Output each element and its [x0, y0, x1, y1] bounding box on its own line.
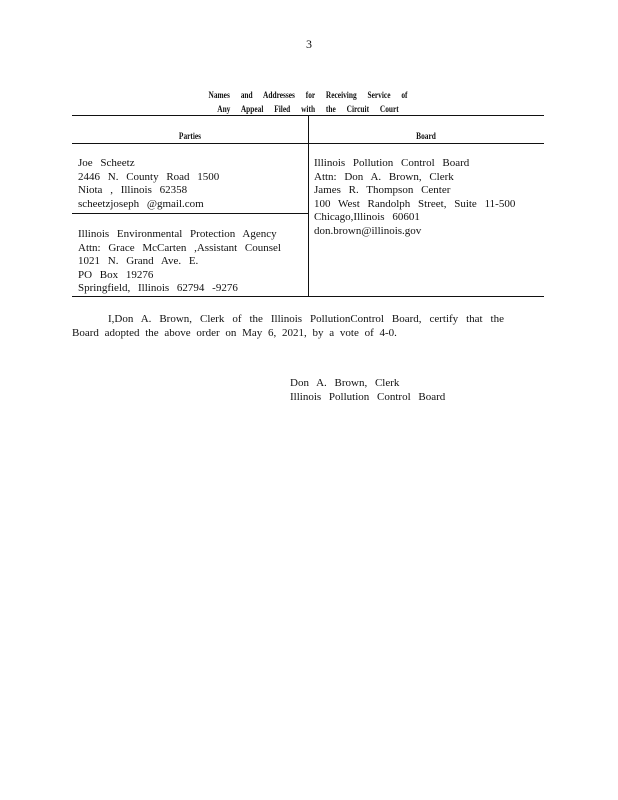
signature-name: Don A. Brown, Clerk — [290, 377, 400, 389]
heading-line-2: Any Appeal Filed with the Circuit Court — [217, 104, 399, 114]
service-heading — [114, 88, 501, 116]
party-address-scheetz — [78, 157, 219, 211]
column-header-board: Board — [416, 131, 436, 141]
party-address-iepa — [78, 228, 281, 296]
parties-row-divider — [72, 213, 308, 214]
address-line: Attn: Don A. Brown, Clerk — [314, 170, 454, 183]
address-line: Niota , Illinois 62358 — [78, 184, 188, 197]
email-address: scheetzjoseph @gmail.com — [78, 197, 204, 210]
address-line: PO Box 19276 — [78, 268, 154, 281]
address-line: Illinois Pollution Control Board — [314, 157, 470, 169]
address-line: 2446 N. County Road 1500 — [78, 170, 220, 183]
heading-line-1: Names and Addresses for Receiving Service of — [208, 90, 408, 100]
column-header-parties: Parties — [178, 131, 202, 141]
address-line: 1021 N. Grand Ave. E. — [78, 255, 199, 268]
board-address — [314, 157, 515, 239]
signature-organization: Illinois Pollution Control Board — [290, 391, 446, 403]
address-line: Illinois Environmental Protection Agency — [78, 228, 277, 240]
address-line: Springfield, Illinois 62794 -9276 — [78, 282, 238, 295]
certification-paragraph: I,Don A. Brown, Clerk of the Illinois PollutionControl Board, certify that the Board adopted the above order on May 6, 2021, by a vote of 4-0. — [72, 313, 504, 339]
page-number: 3 — [306, 37, 312, 51]
table-bottom-rule — [72, 296, 544, 297]
address-line: Chicago,Illinois 60601 — [314, 211, 420, 224]
address-line: Joe Scheetz — [78, 157, 135, 169]
address-line: 100 West Randolph Street, Suite 11-500 — [314, 197, 516, 210]
address-line: Attn: Grace McCarten ,Assistant Counsel — [78, 241, 281, 254]
signature-block — [290, 376, 445, 404]
address-line: James R. Thompson Center — [314, 184, 451, 197]
table-column-divider — [308, 115, 309, 297]
email-address: don.brown@illinois.gov — [314, 224, 422, 237]
